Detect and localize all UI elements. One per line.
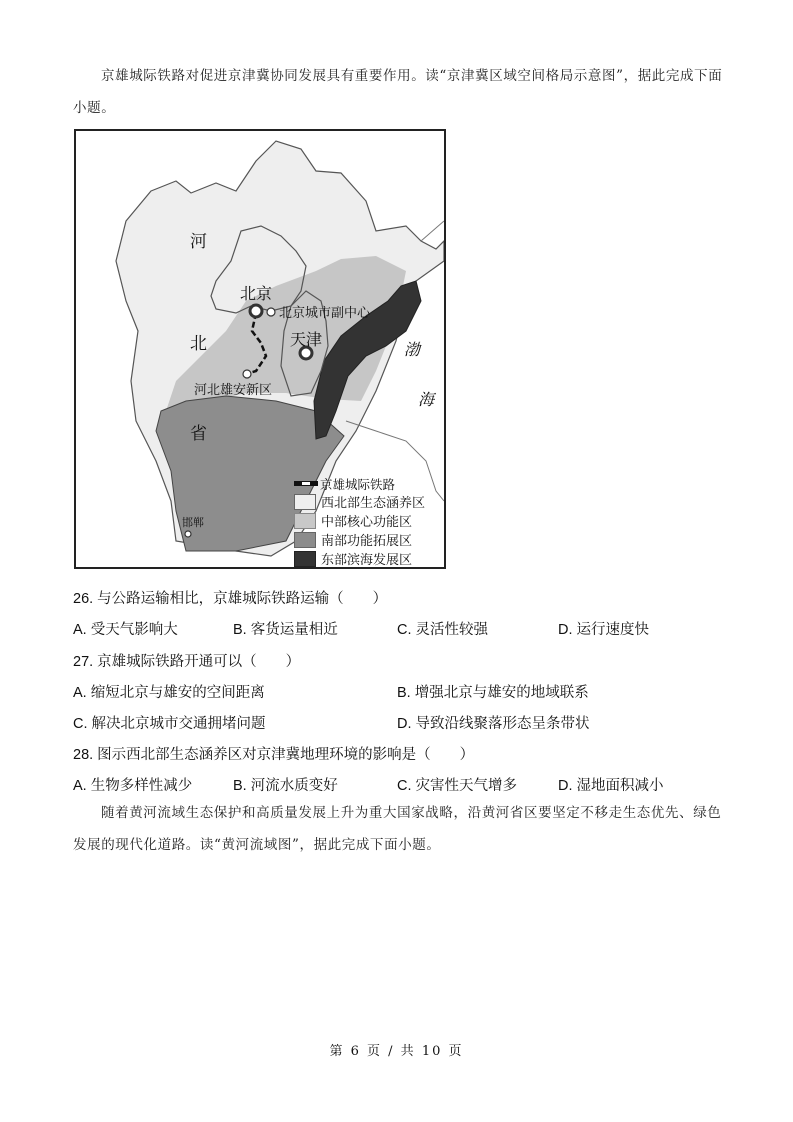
question-26-option-a[interactable]: A. 受天气影响大 xyxy=(73,622,178,638)
question-26-option-b[interactable]: B. 客货运量相近 xyxy=(233,622,338,638)
question-28-stem: 28. 图示西北部生态涵养区对京津冀地理环境的影响是（ ） xyxy=(73,747,475,763)
question-27-option-d[interactable]: D. 导致沿线聚落形态呈条带状 xyxy=(397,716,590,732)
legend-item-eastern xyxy=(294,549,444,568)
province-label-he: 河 xyxy=(190,232,207,252)
legend-item-railway xyxy=(294,475,444,492)
city-label-beijing: 北京 xyxy=(240,284,273,303)
question-26-option-d[interactable]: D. 运行速度快 xyxy=(558,622,650,638)
question-27-stem: 27. 京雄城际铁路开通可以（ ） xyxy=(73,654,301,670)
question-28-option-c[interactable]: C. 灾害性天气增多 xyxy=(397,778,518,794)
city-label-tianjin: 天津 xyxy=(290,330,323,349)
sea-label-bo: 渤 xyxy=(404,340,421,359)
railway-legend-icon xyxy=(294,481,318,486)
passage-intro-yellow-river: 随着黄河流域生态保护和高质量发展上升为重大国家战略，沿黄河省区要坚定不移走生态优先、绿色发展的现代化道路。读“黄河流域图”，据此完成下面小题。 xyxy=(73,805,722,853)
neighbor-boundary-northeast xyxy=(421,221,444,241)
question-27-option-c[interactable]: C. 解决北京城市交通拥堵问题 xyxy=(73,716,266,732)
province-label-sheng: 省 xyxy=(190,424,207,444)
question-28-option-d[interactable]: D. 湿地面积减小 xyxy=(558,778,664,794)
legend-label-central: 中部核心功能区 xyxy=(321,515,413,530)
legend-label-eastern: 东部滨海发展区 xyxy=(321,553,413,568)
xiongan-marker xyxy=(243,370,251,378)
question-28-option-b[interactable]: B. 河流水质变好 xyxy=(233,778,338,794)
legend-swatch-eastern xyxy=(294,551,316,567)
city-label-beijing-sub-center: 北京城市副中心 xyxy=(279,306,371,321)
legend-swatch-central xyxy=(294,513,316,529)
beijing-sub-center-marker xyxy=(267,308,275,316)
legend-item-northwest xyxy=(294,492,444,511)
legend-item-southern xyxy=(294,530,444,549)
handan-marker xyxy=(185,531,191,537)
legend-item-central xyxy=(294,511,444,530)
legend-label-southern: 南部功能拓展区 xyxy=(321,534,413,549)
passage-intro-jingxiong: 京雄城际铁路对促进京津冀协同发展具有重要作用。读“京津冀区域空间格局示意图”，据此完成下面小题。 xyxy=(73,68,723,116)
legend-label-northwest: 西北部生态涵养区 xyxy=(321,496,426,511)
city-label-xiongan: 河北雄安新区 xyxy=(194,383,273,398)
question-27-option-b[interactable]: B. 增强北京与雄安的地域联系 xyxy=(397,685,589,701)
question-26-option-c[interactable]: C. 灵活性较强 xyxy=(397,622,489,638)
beijing-marker xyxy=(250,305,262,317)
jingjinji-spatial-layout-map xyxy=(74,129,446,569)
legend-swatch-southern xyxy=(294,532,316,548)
page-number-footer: 第 6 页 / 共 10 页 xyxy=(329,1044,464,1059)
question-28-option-a[interactable]: A. 生物多样性减少 xyxy=(73,778,193,794)
question-27-option-a[interactable]: A. 缩短北京与雄安的空间距离 xyxy=(73,685,265,701)
question-26-stem: 26. 与公路运输相比，京雄城际铁路运输（ ） xyxy=(73,591,388,607)
city-label-handan: 邯郸 xyxy=(182,516,204,529)
legend-label-railway: 京雄城际铁路 xyxy=(320,476,396,492)
sea-label-hai: 海 xyxy=(418,390,435,409)
map-legend xyxy=(294,475,444,568)
province-label-bei: 北 xyxy=(190,334,207,354)
legend-swatch-northwest xyxy=(294,494,316,510)
